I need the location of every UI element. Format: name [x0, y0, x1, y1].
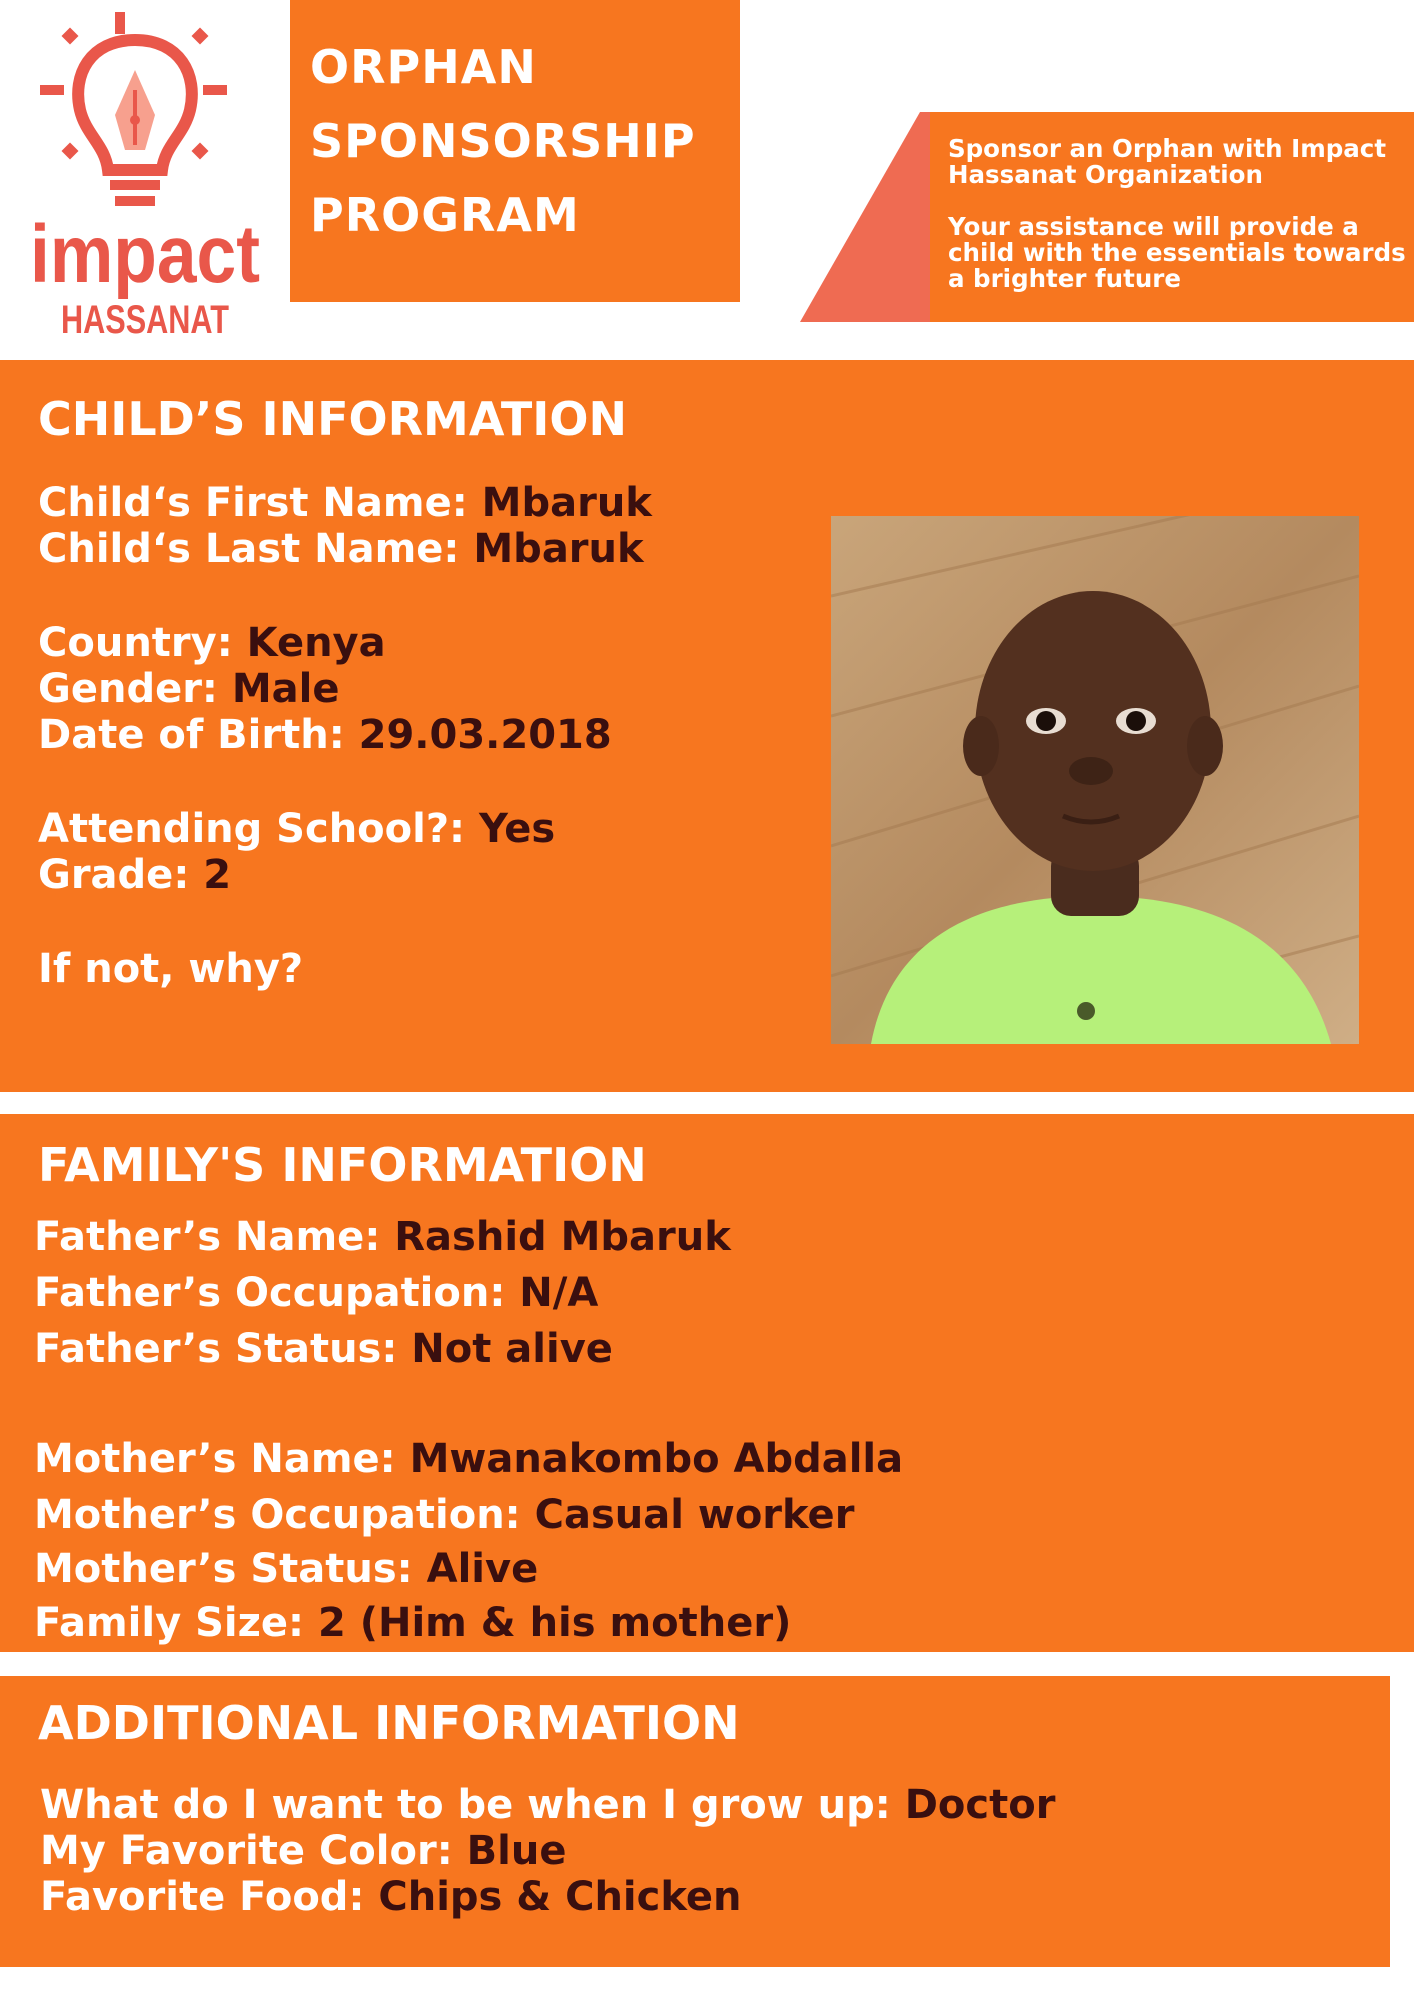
child-attending-school [38, 806, 555, 852]
father-name [34, 1214, 731, 1260]
father-status [34, 1326, 613, 1372]
field-label: Family Size: [34, 1600, 304, 1646]
field-label: What do I want to be when I grow up: [40, 1782, 891, 1828]
field-label: Attending School?: [38, 806, 466, 852]
tagline-2: Your assistance will provide a child with the essentials towards a brighter future [948, 212, 1406, 293]
child-first-name [38, 480, 652, 526]
child-gender [38, 666, 340, 712]
child-last-name [38, 526, 644, 572]
field-value: 2 [203, 852, 232, 898]
child-dob [38, 712, 612, 758]
field-label: Father’s Name: [34, 1214, 381, 1260]
field-label: Child‘s First Name: [38, 480, 468, 526]
field-label: Favorite Food: [40, 1874, 365, 1920]
field-label: Mother’s Status: [34, 1546, 413, 1592]
child-country [38, 620, 386, 666]
family-size [34, 1600, 791, 1646]
field-value: Casual worker [534, 1492, 855, 1538]
field-value: Chips & Chicken [378, 1874, 742, 1920]
field-value: Yes [479, 806, 556, 852]
father-occupation [34, 1270, 598, 1316]
field-label: Grade: [38, 852, 190, 898]
field-value: Blue [466, 1828, 567, 1874]
field-label: Child‘s Last Name: [38, 526, 460, 572]
field-label: Country: [38, 620, 233, 666]
mother-occupation [34, 1492, 854, 1538]
mother-name [34, 1436, 903, 1482]
field-label: Gender: [38, 666, 218, 712]
field-label: If not, why? [38, 946, 304, 992]
field-value: 2 (Him & his mother) [317, 1600, 792, 1646]
lightbulb-icon [40, 12, 227, 206]
family-heading: FAMILY'S INFORMATION [38, 1138, 647, 1192]
favorite-food [40, 1874, 741, 1920]
child-heading: CHILD’S INFORMATION [38, 392, 627, 446]
logo [20, 10, 270, 340]
field-value: N/A [519, 1270, 599, 1316]
program-title [310, 30, 740, 252]
logo-wordmark: impact [30, 209, 260, 300]
field-value: Not alive [411, 1326, 613, 1372]
grow-up-goal [40, 1782, 1055, 1828]
mother-status [34, 1546, 538, 1592]
field-label: Mother’s Name: [34, 1436, 396, 1482]
field-value: Doctor [904, 1782, 1056, 1828]
field-value: Kenya [246, 620, 386, 666]
field-value: Mbaruk [481, 480, 652, 526]
field-value: Rashid Mbaruk [394, 1214, 731, 1260]
field-value: Male [231, 666, 340, 712]
field-label: Father’s Status: [34, 1326, 398, 1372]
field-label: Mother’s Occupation: [34, 1492, 521, 1538]
tagline [948, 136, 1408, 318]
logo-subword: HASSANAT [61, 298, 229, 340]
tagline-1: Sponsor an Orphan with Impact Hassanat Organization [948, 134, 1387, 189]
field-label: Date of Birth: [38, 712, 345, 758]
title-line: SPONSORSHIP [310, 114, 696, 168]
field-value: Alive [426, 1546, 539, 1592]
child-if-not-why [38, 946, 303, 992]
child-photo [831, 516, 1359, 1044]
field-value: Mwanakombo Abdalla [409, 1436, 904, 1482]
child-grade [38, 852, 231, 898]
field-label: Father’s Occupation: [34, 1270, 506, 1316]
additional-heading: ADDITIONAL INFORMATION [38, 1696, 740, 1750]
field-label: My Favorite Color: [40, 1828, 453, 1874]
title-line: ORPHAN [310, 40, 537, 94]
favorite-color [40, 1828, 566, 1874]
title-line: PROGRAM [310, 188, 580, 242]
field-value: 29.03.2018 [358, 712, 612, 758]
field-value: Mbaruk [473, 526, 644, 572]
